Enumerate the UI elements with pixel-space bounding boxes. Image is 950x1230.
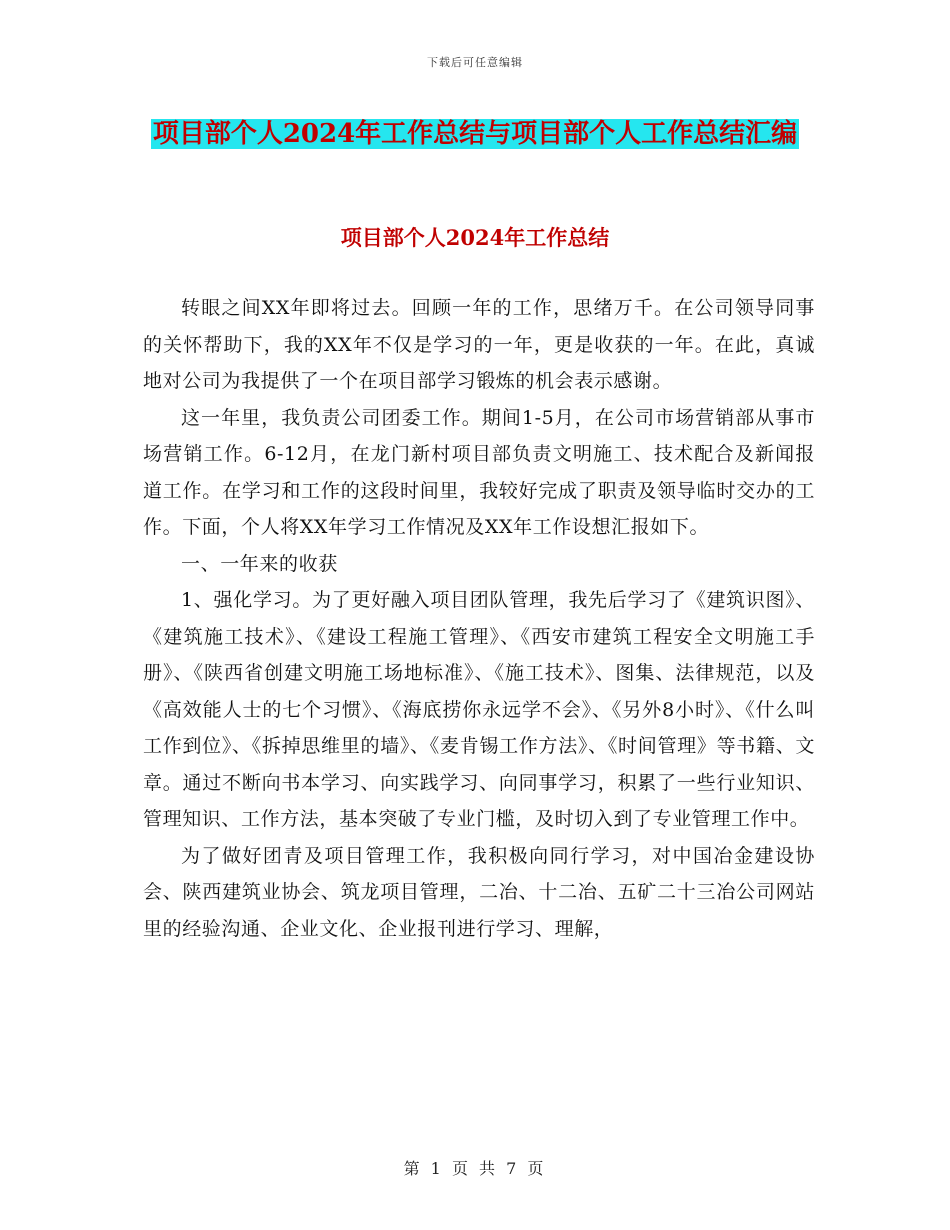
page-number: 第 1 页 共 7 页 [403,1159,547,1178]
paragraph: 转眼之间XX年即将过去。回顾一年的工作，思绪万千。在公司领导同事的关怀帮助下，我的XX年不仅是学习的一年，更是收获的一年。在此，真诚地对公司为我提供了一个在项目部学习锻炼的机会表示感谢。 [143,297,815,392]
paragraph: 为了做好团青及项目管理工作，我积极向同行学习，对中国冶金建设协会、陕西建筑业协会、筑龙项目管理，二冶、十二冶、五矿二十三冶公司网站里的经验沟通、企业文化、企业报刊进行学习、理解， [143,844,815,940]
page-header-note: 下载后可任意编辑 [427,56,523,69]
document-body [143,290,815,947]
paragraph: 1、强化学习。为了更好融入项目团队管理，我先后学习了《建筑识图》、《建筑施工技术》、《建设工程施工管理》、《西安市建筑工程安全文明施工手册》、《陕西省创建文明施工场地标准》、《施工技术》、图集、法律规范，以及《高效能人士的七个习惯》、《海底捞你永远学不会》、《另外8小时》、《什么叫工作到位》、《拆掉思维里的墙》、《麦肯锡工作方法》、《时间管理》等书籍、文章。通过不断向书本学习、向实践学习、向同事学习，积累了一些行业知识、管理知识、工作方法，基本突破了专业门槛，及时切入到了专业管理工作中。 [143,589,815,830]
section-title: 项目部个人2024年工作总结 [340,225,610,250]
document-title [140,112,810,156]
section-heading: 一、一年来的收获 [181,552,338,575]
paragraph: 这一年里，我负责公司团委工作。期间1-5月，在公司市场营销部从事市场营销工作。6-12月，在龙门新村项目部负责文明施工、技术配合及新闻报道工作。在学习和工作的这段时间里，我较好完成了职责及领导临时交办的工作。下面，个人将XX年学习工作情况及XX年工作设想汇报如下。 [143,406,815,538]
document-title-highlight: 项目部个人2024年工作总结与项目部个人工作总结汇编 [152,119,798,149]
